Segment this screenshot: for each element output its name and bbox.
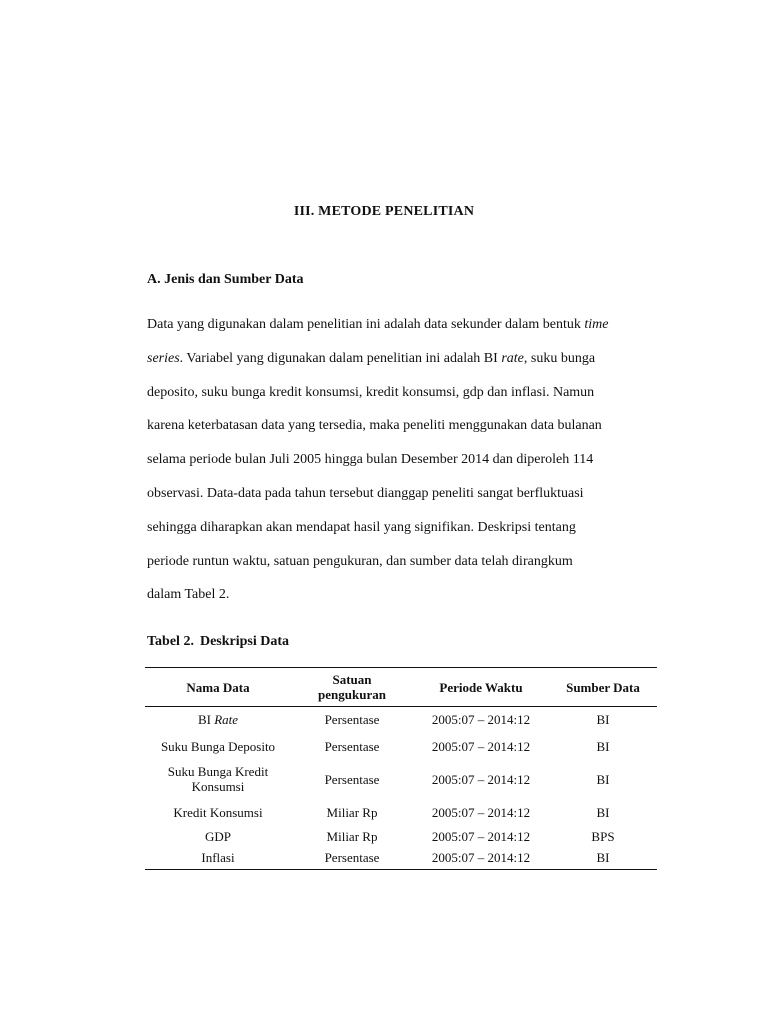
- paragraph-line: periode runtun waktu, satuan pengukuran, dan sumber data telah dirangkum: [147, 553, 573, 569]
- table-row: [145, 760, 657, 798]
- cell-name-italic: Rate: [214, 712, 239, 727]
- cell-name: Inflasi: [145, 846, 291, 870]
- cell-source: BI: [549, 846, 657, 870]
- cell-name: [145, 707, 291, 733]
- cell-unit: Persentase: [291, 846, 413, 870]
- cell-period: 2005:07 – 2014:12: [431, 738, 531, 754]
- paragraph-line: selama periode bulan Juli 2005 hingga bulan Desember 2014 dan diperoleh 114: [147, 452, 594, 468]
- table-row: [145, 798, 657, 826]
- cell-name: GDP: [204, 828, 231, 844]
- table-caption-title: Deskripsi Data: [199, 634, 290, 649]
- header-satuan-pengukuran: [291, 668, 413, 707]
- header-unit-line2: pengukuran: [318, 687, 386, 702]
- cell-period: 2005:07 – 2014:12: [413, 846, 549, 870]
- cell-period: 2005:07 – 2014:12: [431, 828, 531, 844]
- cell-name: Kredit Konsumsi: [173, 804, 263, 820]
- cell-name-line2: Konsumsi: [191, 779, 245, 794]
- cell-unit: Persentase: [324, 738, 380, 754]
- table-row: [145, 846, 657, 870]
- header-unit-line1: Satuan: [332, 672, 372, 687]
- paragraph-line: [147, 342, 659, 376]
- cell-period: 2005:07 – 2014:12: [431, 804, 531, 820]
- paragraph-line: karena keterbatasan data yang tersedia, maka peneliti menggunakan data bulanan: [147, 418, 602, 434]
- chapter-title: III. METODE PENELITIAN: [293, 204, 475, 219]
- cell-name-prefix: BI: [197, 712, 215, 727]
- table-caption-label: Tabel 2.: [147, 634, 194, 649]
- table-row: [145, 707, 657, 733]
- header-periode-waktu: Periode Waktu: [413, 668, 549, 707]
- cell-period: 2005:07 – 2014:12: [431, 712, 531, 727]
- paragraph-italic-term: rate: [501, 350, 524, 366]
- paragraph-text: Data yang digunakan dalam penelitian ini adalah data sekunder dalam bentuk: [147, 317, 585, 332]
- paragraph-line: observasi. Data-data pada tahun tersebut dianggap peneliti sangat berfluktuasi: [147, 485, 584, 501]
- cell-unit: Persentase: [324, 712, 380, 727]
- cell-name-line1: Suku Bunga Kredit: [167, 764, 269, 779]
- cell-source: BI: [596, 771, 610, 787]
- body-paragraph: [147, 308, 659, 612]
- data-description-table: [145, 667, 657, 870]
- paragraph-text: , suku bunga: [523, 350, 596, 366]
- paragraph-text: . Variabel yang digunakan dalam penelitian ini adalah BI: [179, 350, 502, 366]
- cell-unit: Miliar Rp: [326, 804, 378, 820]
- cell-unit: Miliar Rp: [326, 828, 378, 844]
- cell-source: BI: [596, 712, 610, 727]
- cell-unit: Persentase: [324, 771, 380, 787]
- table-row: [145, 826, 657, 846]
- table-header-row: [145, 668, 657, 707]
- paragraph-line: deposito, suku bunga kredit konsumsi, kredit konsumsi, gdp dan inflasi. Namun: [147, 384, 595, 400]
- cell-source: BI: [596, 738, 610, 754]
- section-heading: A. Jenis dan Sumber Data: [147, 272, 304, 287]
- paragraph-italic-term: time: [584, 317, 609, 332]
- table-caption: [147, 634, 289, 650]
- paragraph-line: [147, 308, 659, 342]
- cell-period: 2005:07 – 2014:12: [431, 771, 531, 787]
- paragraph-line: sehingga diharapkan akan mendapat hasil yang signifikan. Deskripsi tentang: [147, 519, 576, 535]
- cell-source: BPS: [591, 828, 615, 844]
- cell-name: [145, 760, 291, 798]
- cell-name: Suku Bunga Deposito: [160, 738, 276, 754]
- cell-source: BI: [596, 804, 610, 820]
- table-row: [145, 732, 657, 760]
- paragraph-italic-term: series: [147, 350, 180, 366]
- header-nama-data: Nama Data: [145, 668, 291, 707]
- paragraph-line: dalam Tabel 2.: [147, 587, 230, 603]
- header-sumber-data: Sumber Data: [549, 668, 657, 707]
